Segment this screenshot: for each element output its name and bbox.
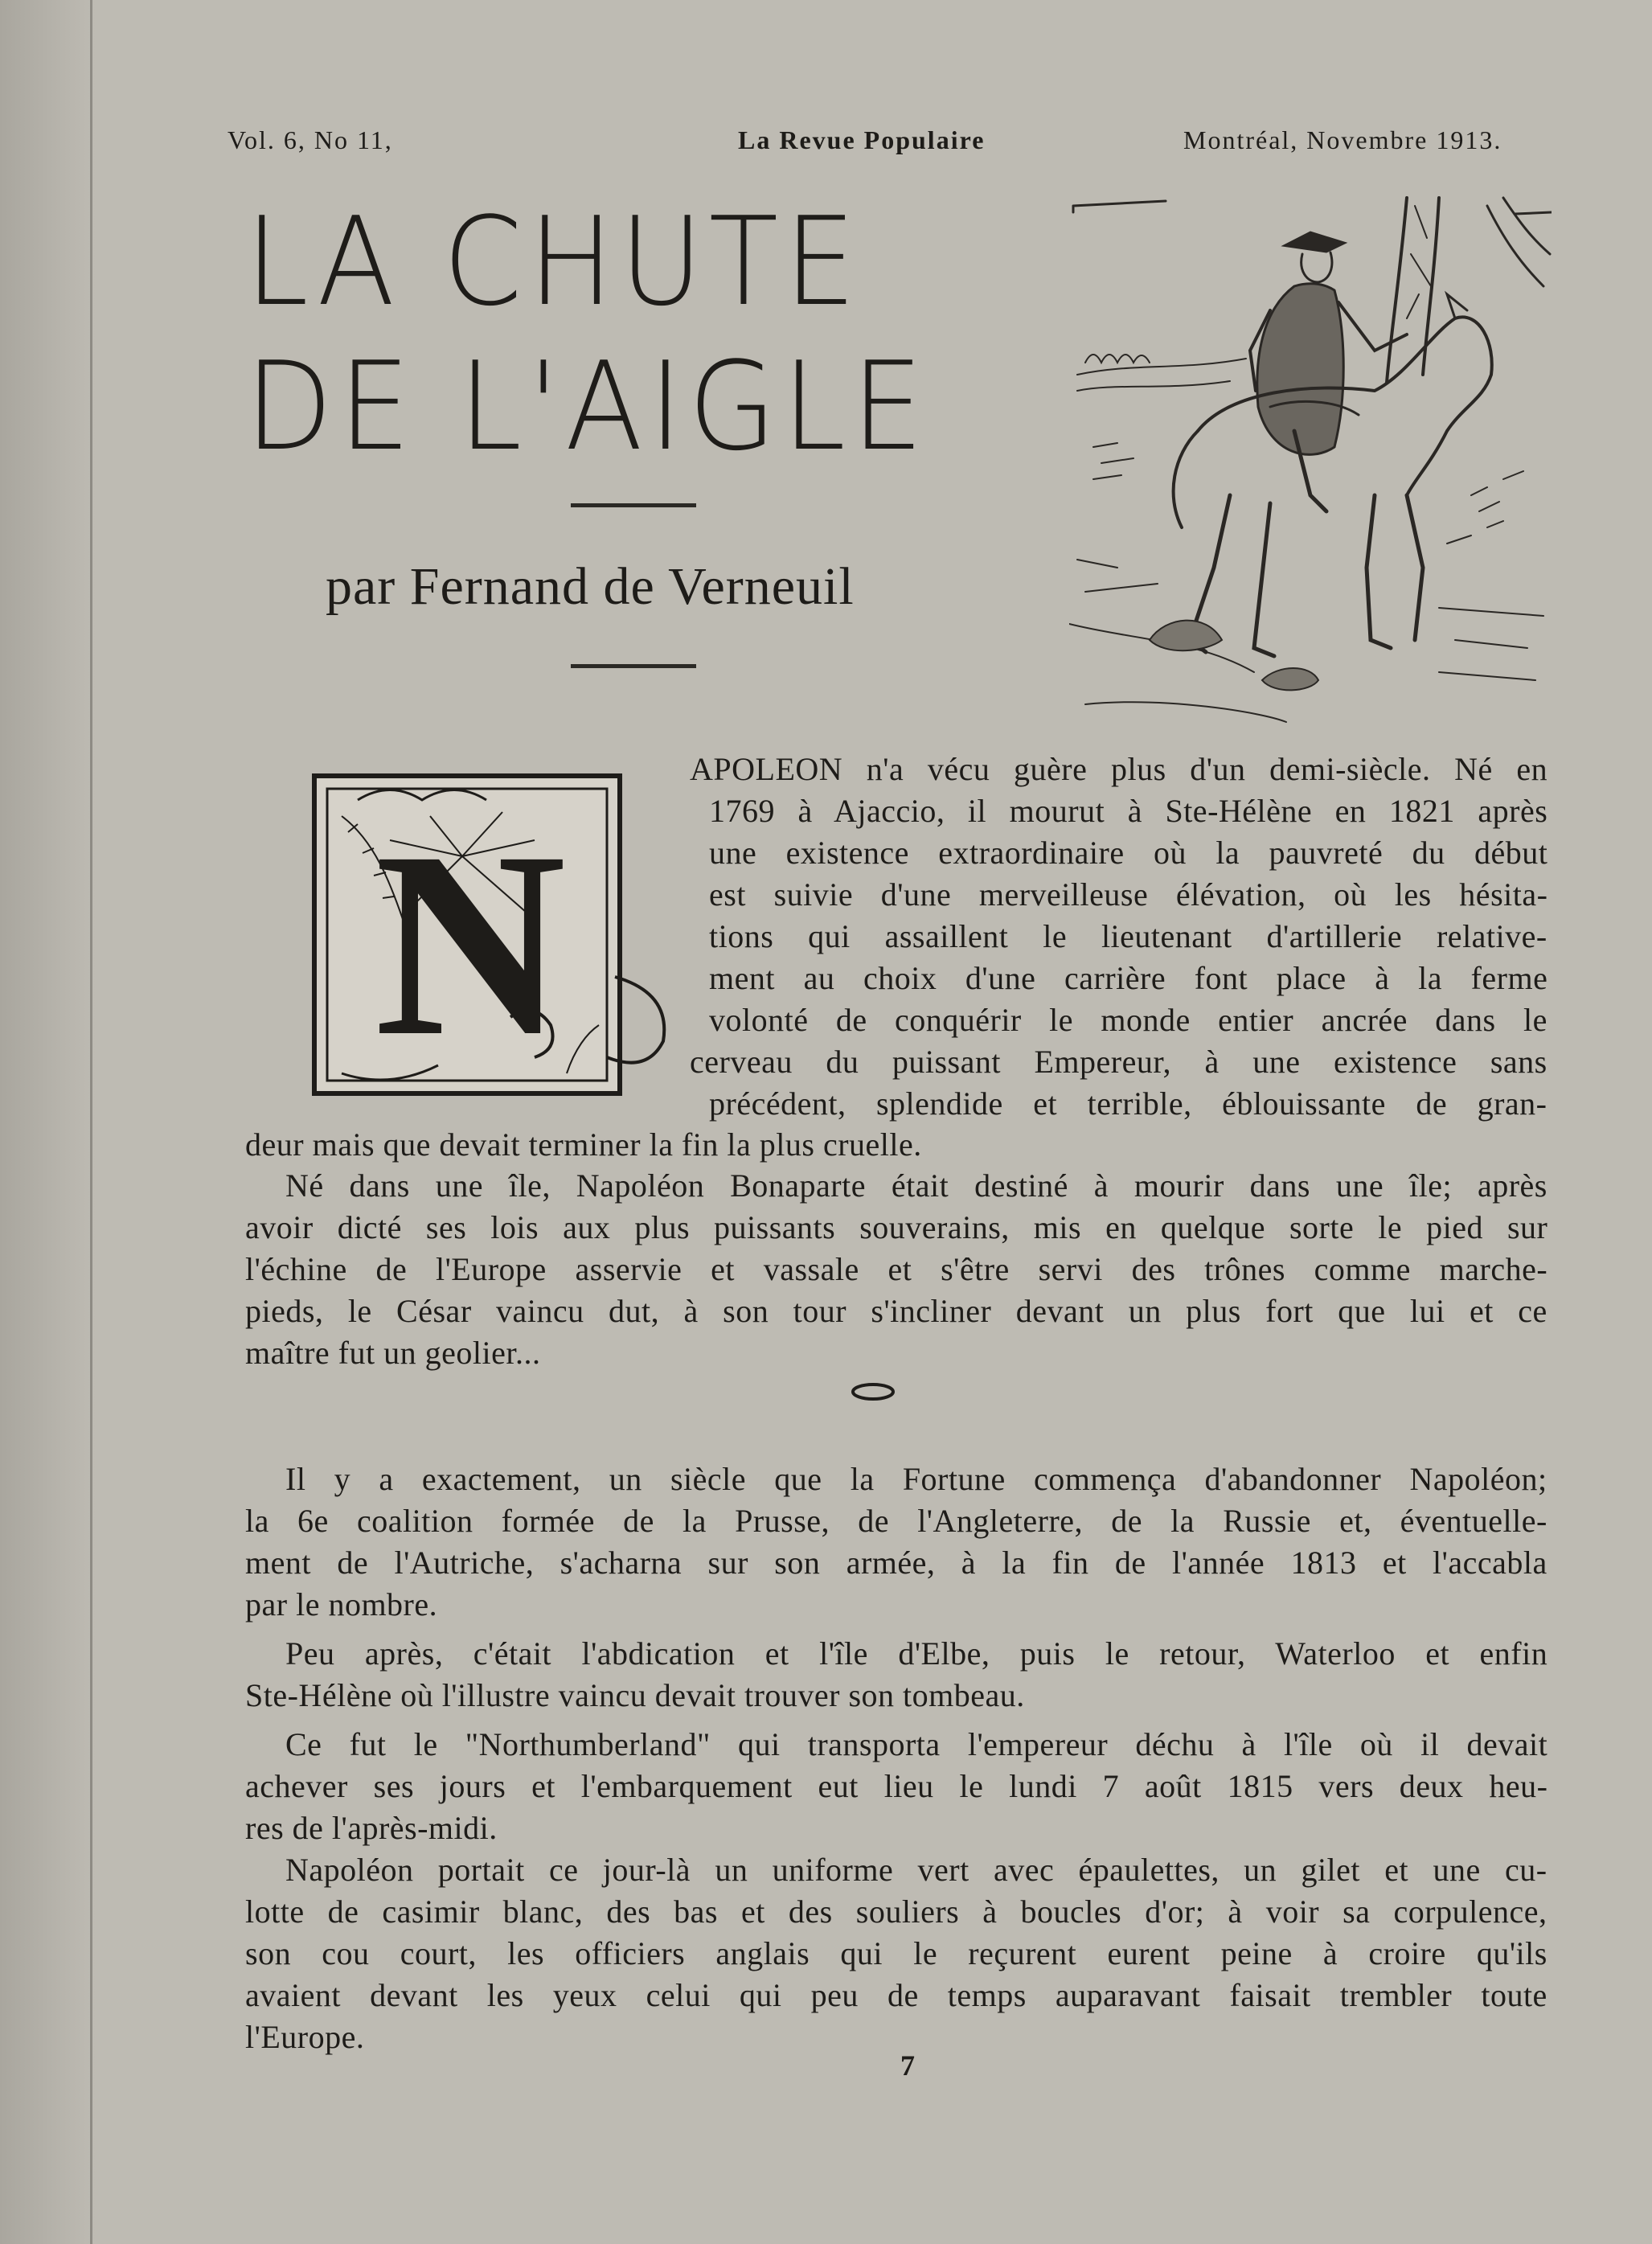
page-number: 7 [900,2049,915,2082]
napoleon-horseback-illustration [1069,190,1552,724]
byline-rule [571,664,696,668]
section-divider-ornament [851,1381,896,1402]
ornamental-dropcap-n [309,768,687,1110]
paragraph1-line: 1769 à Ajaccio, il mourut à Ste-Hélène en 1821 après [709,793,1548,829]
paragraph2-line: maître fut un geolier... [245,1335,541,1371]
paragraph3-line: ment de l'Autriche, s'acharna sur son armée, à la fin de l'année 1813 et l'accabla [245,1545,1547,1581]
article-byline: par Fernand de Verneuil [326,557,855,616]
paragraph1-line: cerveau du puissant Empereur, à une existence sans [690,1044,1547,1080]
paragraph3-line: la 6e coalition formée de la Prusse, de l'Angleterre, de la Russie et, éventuelle- [245,1503,1547,1539]
paragraph2-line: Né dans une île, Napoléon Bonaparte était destiné à mourir dans une île; après [285,1167,1547,1204]
paragraph6-line: l'Europe. [245,2019,365,2055]
header-place-date: Montréal, Novembre 1913. [1183,125,1502,154]
paragraph2-line: l'échine de l'Europe asservie et vassale et s'être servi des trônes comme marche- [245,1251,1548,1287]
paragraph4-line: Ste-Hélène où l'illustre vaincu devait trouver son tombeau. [245,1677,1025,1713]
paragraph1-line: une existence extraordinaire où la pauvreté du début [709,835,1548,871]
paragraph2-line: avoir dicté ses lois aux plus puissants souverains, mis en quelque sorte le pied sur [245,1209,1548,1245]
header-publication: La Revue Populaire [738,125,986,154]
paragraph3-line: par le nombre. [245,1586,438,1622]
paragraph1-line: tions qui assaillent le lieutenant d'artillerie relative- [709,918,1547,954]
paragraph4-line: Peu après, c'était l'abdication et l'île d'Elbe, puis le retour, Waterloo et enfin [285,1635,1548,1672]
article-title-line1: LA CHUTE [245,191,863,333]
paragraph1-line: est suivie d'une merveilleuse élévation, où les hésita- [709,876,1548,913]
binding-line [90,0,92,2244]
paragraph5-line: Ce fut le "Northumberland" qui transporta l'empereur déchu à l'île où il devait [285,1726,1548,1762]
paragraph1-line: précédent, splendide et terrible, éblouissante de gran- [709,1085,1547,1122]
article-title-line2: DE L'AIGLE [245,335,930,478]
paragraph6-line: son cou court, les officiers anglais qui le reçurent eurent peine à croire qu'ils [245,1935,1547,1971]
paragraph5-line: achever ses jours et l'embarquement eut lieu le lundi 7 août 1815 vers deux heu- [245,1768,1548,1804]
paragraph2-line: pieds, le César vaincu dut, à son tour s'incliner devant un plus fort que lui et ce [245,1293,1547,1329]
paragraph1-line: deur mais que devait terminer la fin la plus cruelle. [245,1126,922,1163]
paragraph5-line: res de l'après-midi. [245,1810,498,1846]
title-rule [571,503,696,507]
paragraph3-line: Il y a exactement, un siècle que la Fortune commença d'abandonner Napoléon; [285,1461,1547,1497]
page-binding-edge [0,0,96,2244]
header-volume: Vol. 6, No 11, [228,125,393,154]
dropcap-letter: N [374,798,567,1091]
paragraph1-line: APOLEON n'a vécu guère plus d'un demi-siècle. Né en [690,751,1548,787]
paragraph1-line: volonté de conquérir le monde entier ancrée dans le [709,1002,1547,1038]
paragraph6-line: lotte de casimir blanc, des bas et des souliers à boucles d'or; à voir sa corpulence, [245,1893,1547,1930]
paragraph1-line: ment au choix d'une carrière font place à la ferme [709,960,1548,996]
paragraph6-line: avaient devant les yeux celui qui peu de temps auparavant faisait trembler toute [245,1977,1547,2013]
paragraph6-line: Napoléon portait ce jour-là un uniforme vert avec épaulettes, un gilet et une cu- [285,1852,1547,1888]
